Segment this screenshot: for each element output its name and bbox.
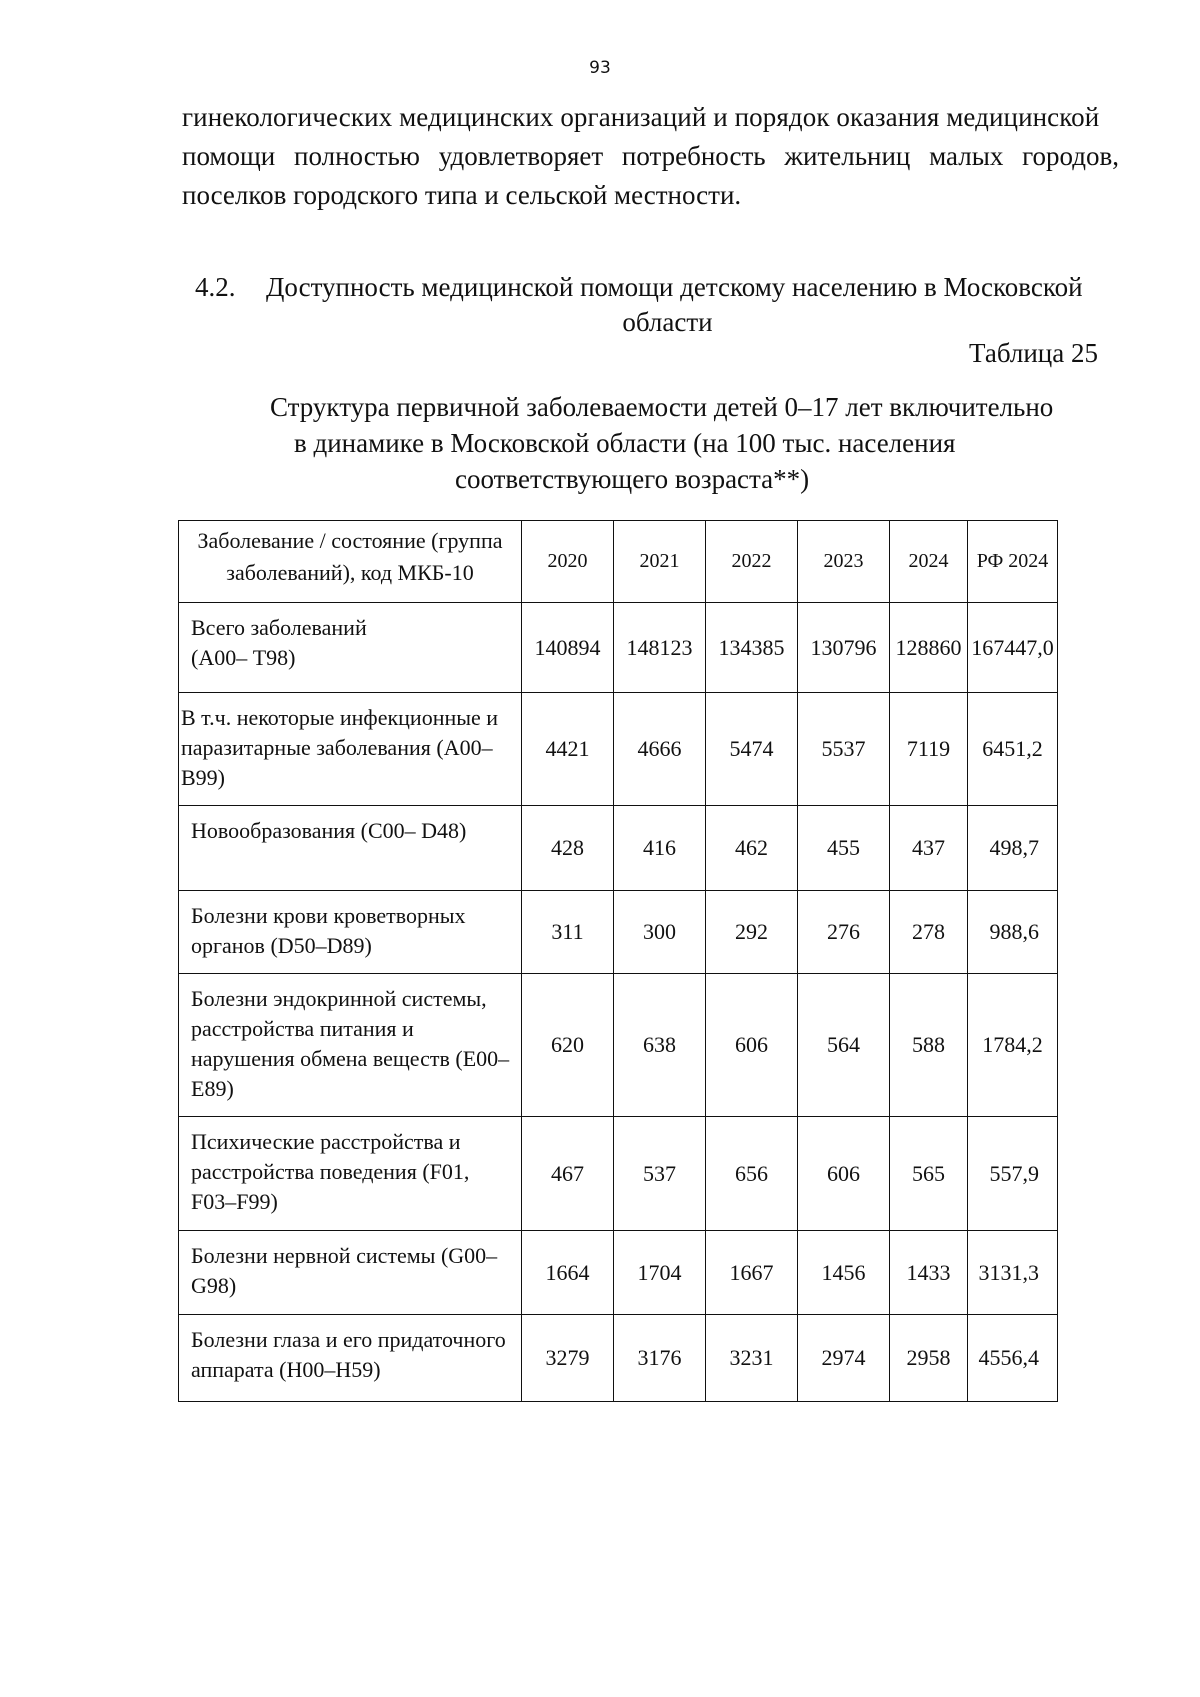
row-label-cell: Болезни эндокринной системы, расстройства питания и нарушения обмена веществ (Е00– Е89) — [179, 974, 522, 1117]
morbidity-table — [178, 520, 1058, 1402]
year-value-cell: 5474 — [706, 693, 798, 806]
year-value-cell: 148123 — [614, 603, 706, 693]
row-label-cell: Болезни крови кроветворных органов (D50–D89) — [179, 891, 522, 974]
rf-value-cell: 988,6 — [968, 891, 1058, 974]
table-number: Таблица 25 — [969, 338, 1098, 368]
year-value-cell: 1456 — [798, 1231, 890, 1315]
rf-value-cell: 4556,4 — [968, 1315, 1058, 1402]
table-header-row — [179, 521, 1058, 603]
row-label-cell: Болезни нервной системы (G00–G98) — [179, 1231, 522, 1315]
table-row — [179, 974, 1058, 1117]
table-row — [179, 1117, 1058, 1231]
caption-line: в динамике в Московской области (на 100 тыс. населения — [294, 428, 956, 458]
year-value-cell: 416 — [614, 806, 706, 891]
header-year-cell: 2022 — [706, 521, 798, 603]
year-value-cell: 3176 — [614, 1315, 706, 1402]
page-number: 93 — [589, 58, 611, 78]
rf-value-cell: 1784,2 — [968, 974, 1058, 1117]
year-value-cell: 130796 — [798, 603, 890, 693]
section-number: 4.2. — [195, 272, 236, 302]
caption-line: соответствующего возраста**) — [455, 464, 810, 494]
year-value-cell: 437 — [890, 806, 968, 891]
paragraph-line: гинекологических медицинских организаций и порядок оказания медицинской — [182, 102, 1100, 132]
year-value-cell: 140894 — [522, 603, 614, 693]
rf-value-cell: 557,9 — [968, 1117, 1058, 1231]
header-year-cell: 2024 — [890, 521, 968, 603]
year-value-cell: 134385 — [706, 603, 798, 693]
year-value-cell: 606 — [798, 1117, 890, 1231]
table-row — [179, 806, 1058, 891]
year-value-cell: 428 — [522, 806, 614, 891]
year-value-cell: 5537 — [798, 693, 890, 806]
table-row — [179, 1231, 1058, 1315]
table-caption — [270, 389, 1090, 497]
year-value-cell: 7119 — [890, 693, 968, 806]
rf-value-cell: 167447,0 — [968, 603, 1058, 693]
paragraph-line: помощи полностью удовлетворяет потребность жительниц малых городов, — [182, 141, 1119, 171]
paragraph-line: поселков городского типа и сельской местности. — [182, 180, 742, 210]
header-year-cell: 2020 — [522, 521, 614, 603]
table-row — [179, 891, 1058, 974]
row-label-cell: Психические расстройства и расстройства поведения (F01, F03–F99) — [179, 1117, 522, 1231]
table-row — [179, 693, 1058, 806]
body-paragraph — [182, 98, 1140, 215]
year-value-cell: 564 — [798, 974, 890, 1117]
year-value-cell: 3231 — [706, 1315, 798, 1402]
table-row — [179, 1315, 1058, 1402]
year-value-cell: 1704 — [614, 1231, 706, 1315]
row-label-cell: В т.ч. некоторые инфекционные и паразитарные заболевания (А00–В99) — [179, 693, 522, 806]
year-value-cell: 620 — [522, 974, 614, 1117]
year-value-cell: 3279 — [522, 1315, 614, 1402]
year-value-cell: 537 — [614, 1117, 706, 1231]
section-title: Доступность медицинской помощи детскому населению в Московской — [266, 272, 1083, 302]
section-title-continued: области — [622, 307, 713, 337]
row-label-cell: Болезни глаза и его придаточного аппарата (H00–H59) — [179, 1315, 522, 1402]
year-value-cell: 2974 — [798, 1315, 890, 1402]
header-year-cell: 2021 — [614, 521, 706, 603]
year-value-cell: 2958 — [890, 1315, 968, 1402]
year-value-cell: 467 — [522, 1117, 614, 1231]
year-value-cell: 276 — [798, 891, 890, 974]
row-label-cell: Новообразования (С00– D48) — [179, 806, 522, 891]
table-row — [179, 603, 1058, 693]
row-label-cell: Всего заболеваний (А00– Т98) — [179, 603, 522, 693]
year-value-cell: 565 — [890, 1117, 968, 1231]
year-value-cell: 4421 — [522, 693, 614, 806]
rf-value-cell: 3131,3 — [968, 1231, 1058, 1315]
caption-line: Структура первичной заболеваемости детей 0–17 лет включительно — [270, 392, 1054, 422]
year-value-cell: 311 — [522, 891, 614, 974]
year-value-cell: 300 — [614, 891, 706, 974]
year-value-cell: 1667 — [706, 1231, 798, 1315]
year-value-cell: 455 — [798, 806, 890, 891]
year-value-cell: 278 — [890, 891, 968, 974]
year-value-cell: 606 — [706, 974, 798, 1117]
header-rf-cell: РФ 2024 — [968, 521, 1058, 603]
year-value-cell: 462 — [706, 806, 798, 891]
year-value-cell: 1433 — [890, 1231, 968, 1315]
header-year-cell: 2023 — [798, 521, 890, 603]
header-label-cell: Заболевание / состояние (группа заболеваний), код МКБ-10 — [179, 521, 522, 603]
year-value-cell: 588 — [890, 974, 968, 1117]
year-value-cell: 656 — [706, 1117, 798, 1231]
year-value-cell: 1664 — [522, 1231, 614, 1315]
rf-value-cell: 498,7 — [968, 806, 1058, 891]
year-value-cell: 128860 — [890, 603, 968, 693]
year-value-cell: 638 — [614, 974, 706, 1117]
rf-value-cell: 6451,2 — [968, 693, 1058, 806]
year-value-cell: 292 — [706, 891, 798, 974]
year-value-cell: 4666 — [614, 693, 706, 806]
